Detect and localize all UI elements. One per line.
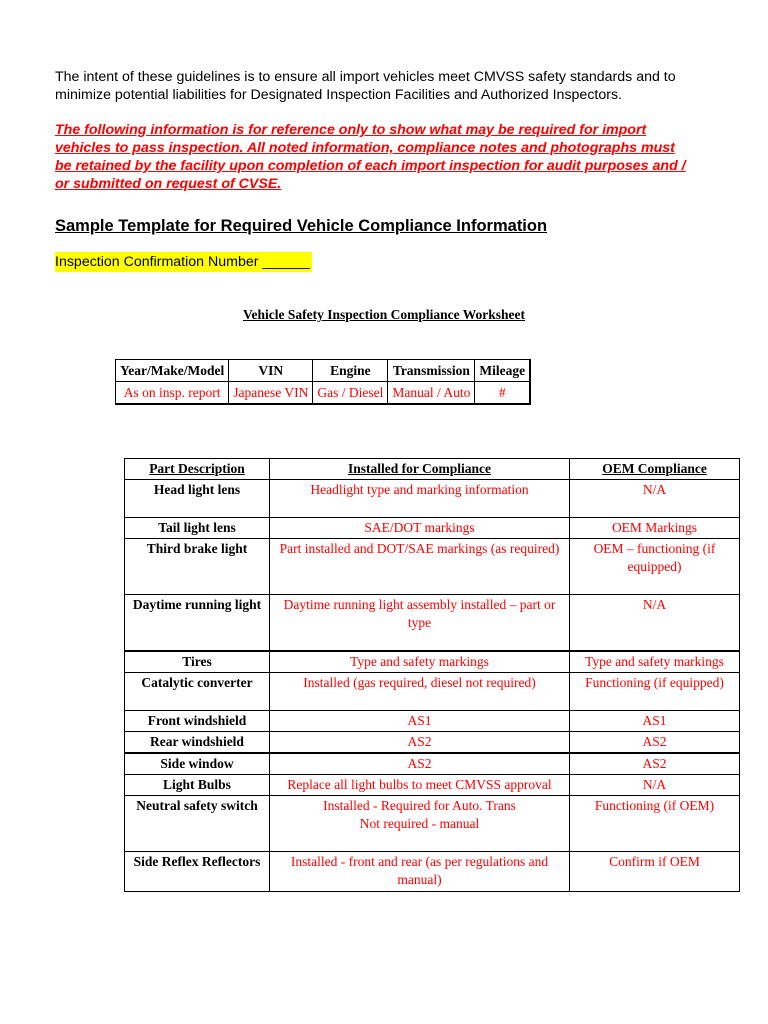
cell-mileage: #: [475, 382, 530, 405]
oem-cell: AS2: [570, 731, 740, 753]
part-cell: Tires: [125, 651, 270, 673]
oem-cell: AS2: [570, 753, 740, 775]
table-row: [125, 672, 740, 710]
header-oem-compliance: OEM Compliance: [570, 459, 740, 480]
header-installed-for-compliance: Installed for Compliance: [270, 459, 570, 480]
part-cell: Daytime running light: [125, 595, 270, 651]
part-cell: Head light lens: [125, 480, 270, 518]
table-row: [125, 595, 740, 651]
oem-cell: Functioning (if equipped): [570, 672, 740, 710]
oem-cell: N/A: [570, 774, 740, 795]
installed-cell: Type and safety markings: [270, 651, 570, 673]
header-year-make-model: Year/Make/Model: [116, 360, 229, 382]
part-cell: Rear windshield: [125, 731, 270, 753]
header-engine: Engine: [313, 360, 388, 382]
installed-cell: Installed (gas required, diesel not required): [270, 672, 570, 710]
oem-cell: Confirm if OEM: [570, 851, 740, 891]
cell-transmission: Manual / Auto: [388, 382, 475, 405]
cell-engine: Gas / Diesel: [313, 382, 388, 405]
header-vin: VIN: [229, 360, 313, 382]
intro-line-2: minimize potential liabilities for Designated Inspection Facilities and Authorized Inspectors.: [55, 87, 623, 103]
parts-table-header-row: [125, 459, 740, 480]
intro-line-1: The intent of these guidelines is to ensure all import vehicles meet CMVSS safety standards and to: [55, 69, 676, 85]
oem-cell: N/A: [570, 480, 740, 518]
table-row: [125, 710, 740, 731]
oem-cell: AS1: [570, 710, 740, 731]
reference-notice: [55, 121, 750, 193]
header-part-description: Part Description: [125, 459, 270, 480]
part-cell: Light Bulbs: [125, 774, 270, 795]
vehicle-table-header-row: [116, 360, 531, 382]
part-cell: Neutral safety switch: [125, 795, 270, 851]
vehicle-table-row: [116, 382, 531, 405]
vehicle-info-table: [115, 359, 531, 405]
parts-compliance-table: [124, 458, 740, 892]
part-cell: Side window: [125, 753, 270, 775]
notice-line-4: or submitted on request of CVSE.: [55, 176, 282, 192]
worksheet-title-text: Vehicle Safety Inspection Compliance Worksheet: [243, 307, 525, 322]
table-row: [125, 774, 740, 795]
notice-line-2: vehicles to pass inspection. All noted information, compliance notes and photographs must: [55, 140, 675, 156]
table-row: [125, 518, 740, 539]
installed-cell-line-1: Installed - Required for Auto. Trans: [323, 797, 516, 813]
notice-line-3: be retained by the facility upon completion of each import inspection for audit purposes and /: [55, 158, 686, 174]
installed-cell: Daytime running light assembly installed – part or type: [270, 595, 570, 651]
confirmation-number-field: Inspection Confirmation Number ______: [55, 254, 310, 270]
table-row: [125, 851, 740, 891]
table-row: [125, 753, 740, 775]
table-row: [125, 539, 740, 595]
oem-cell: Type and safety markings: [570, 651, 740, 673]
installed-cell: AS1: [270, 710, 570, 731]
table-row: [125, 480, 740, 518]
header-mileage: Mileage: [475, 360, 530, 382]
part-cell: Tail light lens: [125, 518, 270, 539]
notice-line-1: The following information is for reference only to show what may be required for import: [55, 122, 647, 138]
table-row: [125, 795, 740, 851]
template-title: Sample Template for Required Vehicle Compliance Information: [55, 217, 548, 235]
installed-cell: Headlight type and marking information: [270, 480, 570, 518]
worksheet-title: [0, 307, 768, 323]
header-transmission: Transmission: [388, 360, 475, 382]
installed-cell-line-2: Not required - manual: [359, 815, 480, 831]
table-row: [125, 651, 740, 673]
intro-paragraph: [55, 68, 745, 104]
cell-vin: Japanese VIN: [229, 382, 313, 405]
part-cell: Catalytic converter: [125, 672, 270, 710]
oem-cell: N/A: [570, 595, 740, 651]
installed-cell: Part installed and DOT/SAE markings (as required): [270, 539, 570, 595]
installed-cell: Installed - front and rear (as per regulations and manual): [270, 851, 570, 891]
installed-cell: [270, 795, 570, 851]
installed-cell: AS2: [270, 731, 570, 753]
oem-cell: Functioning (if OEM): [570, 795, 740, 851]
part-cell: Third brake light: [125, 539, 270, 595]
installed-cell: AS2: [270, 753, 570, 775]
part-cell: Side Reflex Reflectors: [125, 851, 270, 891]
oem-cell: OEM Markings: [570, 518, 740, 539]
cell-year-make-model: As on insp. report: [116, 382, 229, 405]
oem-cell: OEM – functioning (if equipped): [570, 539, 740, 595]
part-cell: Front windshield: [125, 710, 270, 731]
installed-cell: Replace all light bulbs to meet CMVSS approval: [270, 774, 570, 795]
installed-cell: SAE/DOT markings: [270, 518, 570, 539]
table-row: [125, 731, 740, 753]
